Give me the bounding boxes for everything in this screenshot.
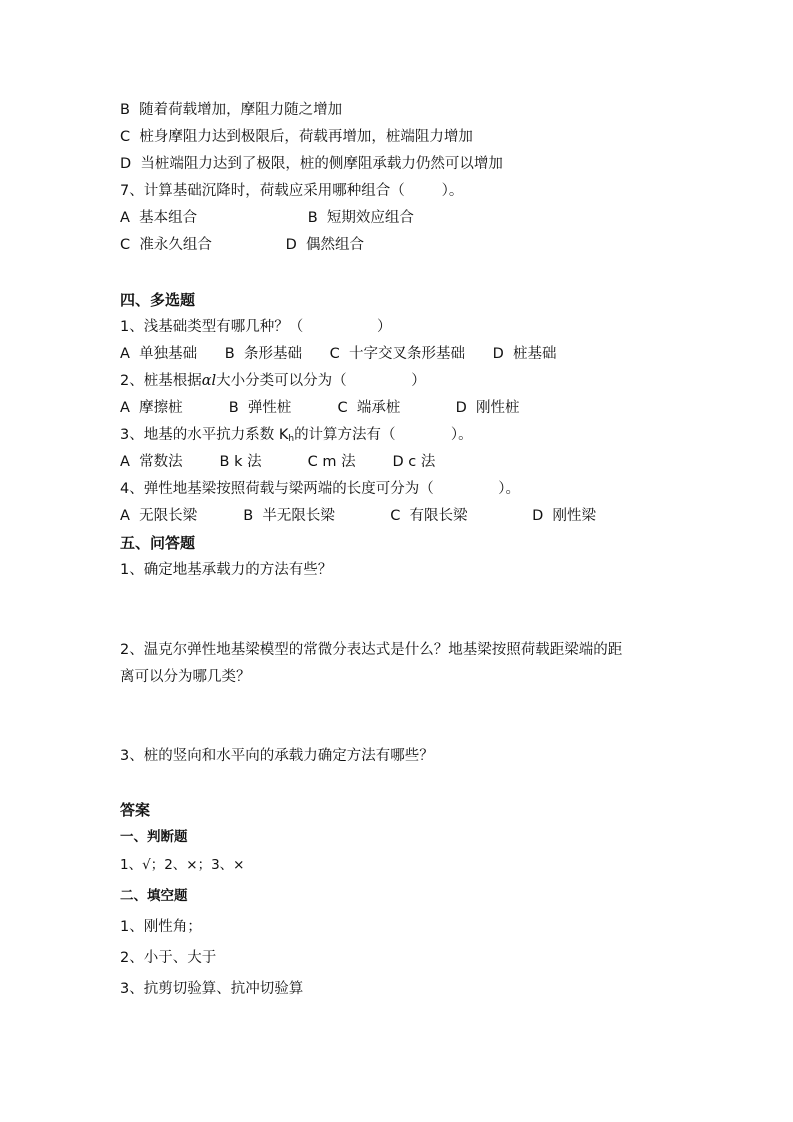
q7-options-ab: A 基本组合 B 短期效应组合: [120, 210, 414, 226]
s4-q3-stem-post: 的计算方法有（ ）。: [294, 427, 473, 443]
answers-section-1-content: 1、√；2、×；3、×: [120, 857, 245, 873]
q6-option-d: D 当桩端阻力达到了极限，桩的侧摩阻承载力仍然可以增加: [120, 156, 503, 172]
s5-q3: 3、桩的竖向和水平向的承载力确定方法有哪些？: [120, 748, 434, 764]
q6-option-c: C 桩身摩阻力达到极限后，荷载再增加，桩端阻力增加: [120, 129, 473, 145]
s4-q4-options: A 无限长梁 B 半无限长梁 C 有限长梁 D 刚性梁: [120, 508, 596, 524]
s4-q2-stem-pre: 2、桩基根据: [120, 373, 202, 389]
q6-option-b: B 随着荷载增加，摩阻力随之增加: [120, 102, 343, 118]
s4-q4-stem: 4、弹性地基梁按照荷载与梁两端的长度可分为（ ）。: [120, 481, 521, 497]
answers-section-2-item: 3、抗剪切验算、抗冲切验算: [120, 981, 304, 997]
q7-stem: 7、计算基础沉降时，荷载应采用哪种组合（ ）。: [120, 183, 464, 199]
s4-q1-options: A 单独基础 B 条形基础 C 十字交叉条形基础 D 桩基础: [120, 346, 557, 362]
answers-section-1-title: 一、判断题: [120, 829, 188, 845]
s4-q2-stem-post: 大小分类可以分为（ ）: [216, 373, 426, 389]
s4-q1-stem: 1、浅基础类型有哪几种？（ ）: [120, 319, 392, 335]
kh-subscript: h: [288, 434, 295, 444]
section-5-title: 五、问答题: [120, 534, 196, 552]
s4-q2-options: A 摩擦桩 B 弹性桩 C 端承桩 D 刚性桩: [120, 400, 520, 416]
answers-section-2-item: 1、刚性角；: [120, 919, 202, 935]
q7-options-cd: C 准永久组合 D 偶然组合: [120, 237, 364, 253]
s4-q3-stem: [120, 425, 473, 449]
alpha-l-symbol: αl: [201, 373, 217, 389]
s5-q2-line2: 离可以分为哪几类？: [120, 669, 251, 685]
section-4-title: 四、多选题: [120, 291, 196, 309]
s5-q1: 1、确定地基承载力的方法有些？: [120, 562, 333, 578]
s4-q2-stem: [120, 371, 426, 391]
s4-q3-stem-pre: 3、地基的水平抗力系数 K: [120, 427, 289, 443]
answers-section-2-title: 二、填空题: [120, 888, 188, 904]
s5-q2-line1: 2、温克尔弹性地基梁模型的常微分表达式是什么？地基梁按照荷载距梁端的距: [120, 642, 623, 658]
answers-title: 答案: [120, 801, 151, 819]
s4-q3-options: A 常数法 B k 法 C m 法 D c 法: [120, 454, 436, 470]
answers-section-2-item: 2、小于、大于: [120, 950, 217, 966]
